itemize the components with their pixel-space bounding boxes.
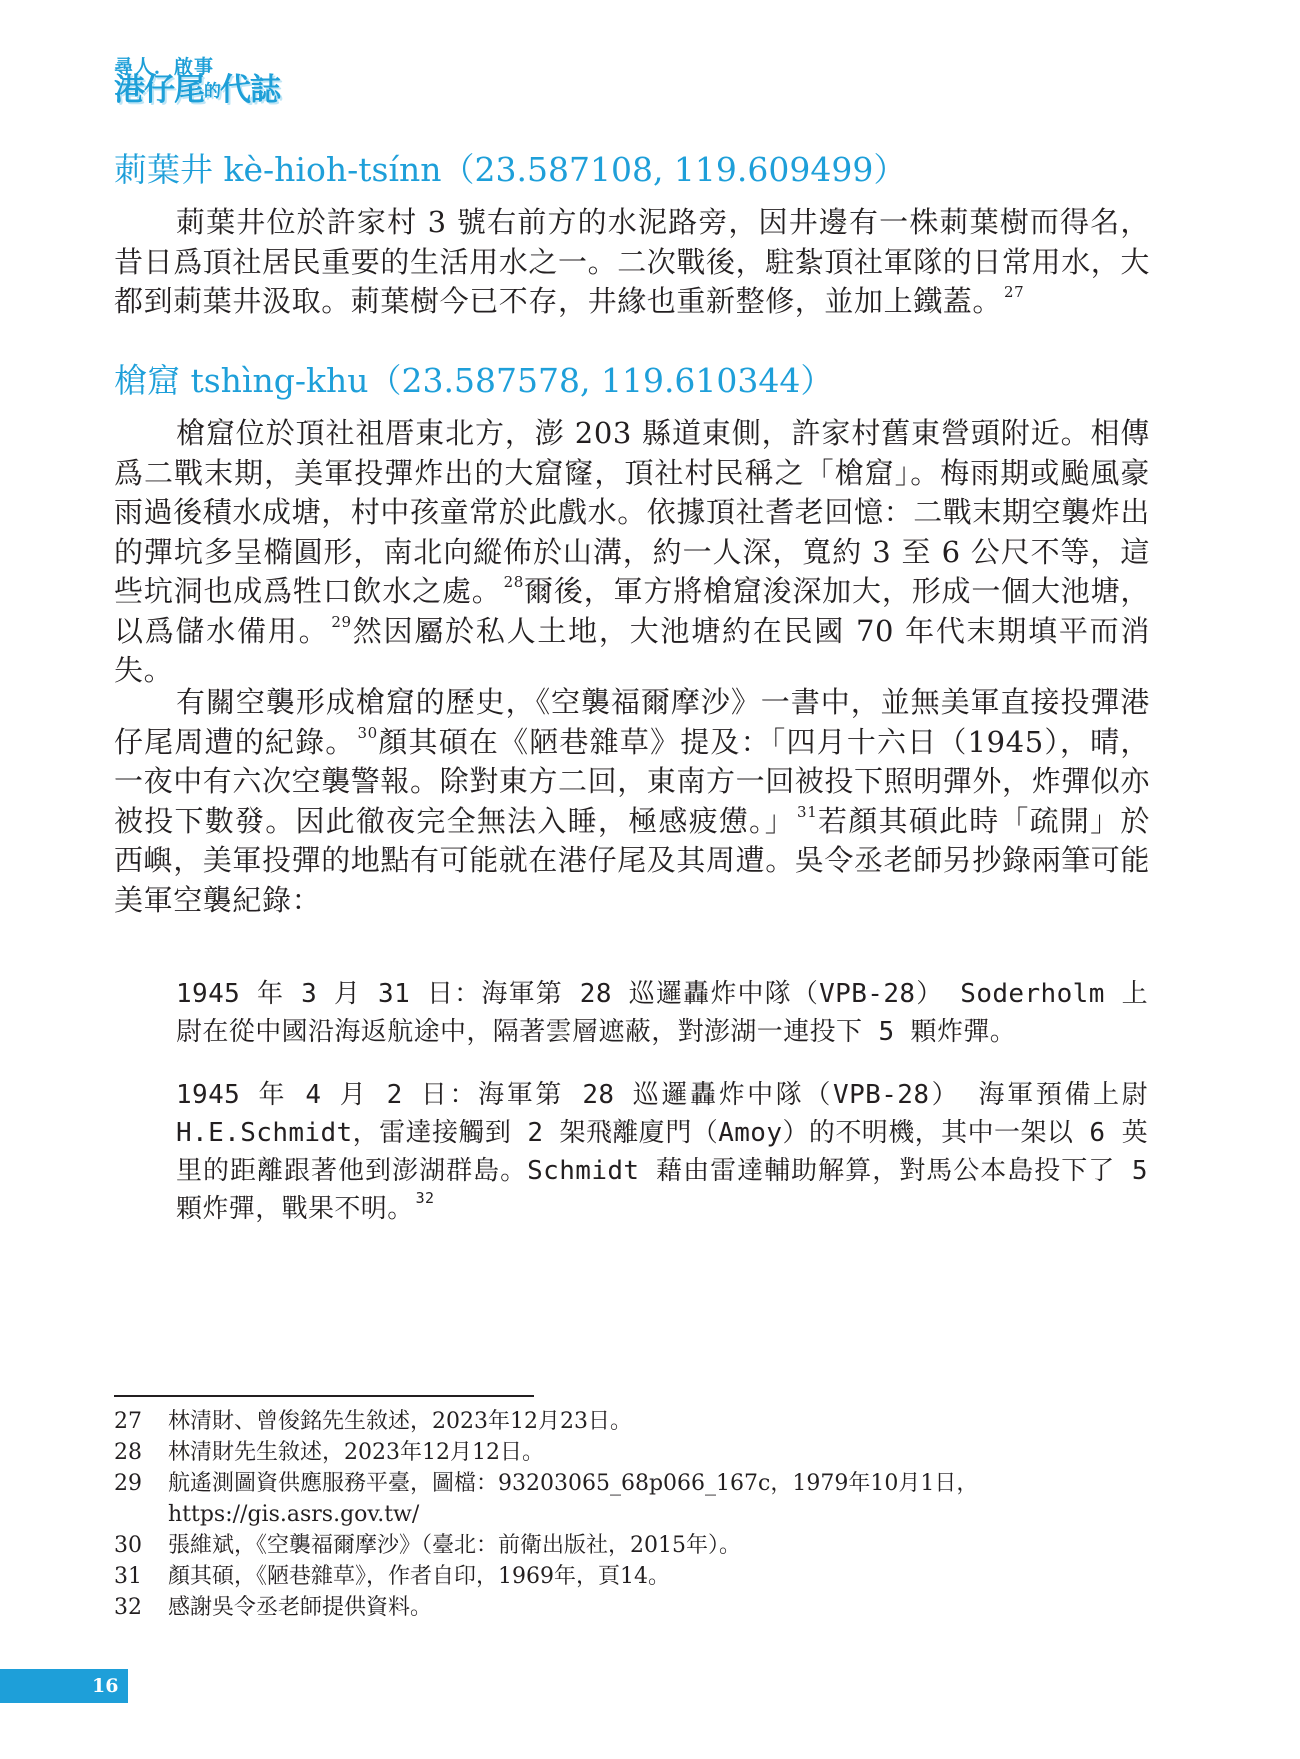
section-heading-kehiohtsinn: 莿葉井 kè-hioh-tsínn（23.587108, 119.609499） <box>114 150 907 189</box>
logo-subtitle: 尋人．啟事 <box>114 56 215 78</box>
logo-title-part1: 港仔尾 <box>114 72 204 108</box>
paragraph-text: 若顏其碩此時「疏開」於西嶼，美軍投彈的地點有可能就在港仔尾及其周遭。吳令丞老師另抄錄兩筆可能美軍空襲紀錄： <box>114 803 1151 917</box>
footnote-number: 28 <box>114 1440 142 1465</box>
book-logo <box>114 52 364 112</box>
block-quote <box>176 1076 1148 1228</box>
footnote-text: 顏其碩，《陋巷雜草》，作者自印，1969年，頁14。 <box>168 1564 670 1589</box>
paragraph-text: 顏其碩在《陋巷雜草》提及：「四月十六日（1945），晴，一夜中有六次空襲警報。除對東方二回，東南方一回被投下照明彈外，炸彈似亦被投下數發。因此徹夜完全無法入睡，極感疲憊。」 <box>114 724 1151 838</box>
footnote-item <box>114 1468 1154 1530</box>
footnote-number: 27 <box>114 1409 142 1434</box>
paragraph-text: 有關空襲形成槍窟的歷史，《空襲福爾摩沙》一書中，並無美軍直接投彈港仔尾周遭的紀錄。 <box>114 685 1150 759</box>
footnote-item <box>114 1406 1154 1437</box>
footnote-number: 32 <box>114 1595 142 1620</box>
body-paragraph <box>114 414 1150 691</box>
footnote-text: 感謝吳令丞老師提供資料。 <box>168 1595 433 1620</box>
footnote-number: 30 <box>114 1533 142 1558</box>
body-paragraph <box>114 203 1150 322</box>
footnote-ref[interactable]: 29 <box>331 612 352 631</box>
paragraph-text: 爾後，軍方將槍窟浚深加大，形成一個大池塘，以爲儲水備用。 <box>114 574 1150 648</box>
footnote-number: 31 <box>114 1564 142 1589</box>
footnote-ref[interactable]: 28 <box>503 573 524 591</box>
logo-title-de: 的 <box>204 81 220 102</box>
footnote-number: 29 <box>114 1471 142 1496</box>
footnote-item <box>114 1561 1154 1592</box>
footnote-ref[interactable]: 31 <box>797 802 818 821</box>
page-number-tab <box>0 1669 128 1703</box>
footnote-item <box>114 1530 1154 1561</box>
footnote-ref[interactable]: 30 <box>357 723 378 742</box>
body-paragraph <box>114 683 1150 920</box>
quote-text: 1945 年 3 月 31 日：海軍第 28 巡邏轟炸中隊（VPB-28） Soderholm 上尉在從中國沿海返航途中，隔著雲層遮蔽，對澎湖一連投下 5 顆炸彈。 <box>176 979 1148 1047</box>
logo-title-part2: 代誌 <box>220 72 280 108</box>
block-quote <box>176 975 1148 1051</box>
footnote-ref[interactable]: 27 <box>1004 283 1025 301</box>
footnote-divider <box>114 1395 534 1397</box>
footnote-text: 林清財先生敘述，2023年12月12日。 <box>168 1440 544 1465</box>
footnote-item <box>114 1592 1154 1623</box>
quote-text: 1945 年 4 月 2 日：海軍第 28 巡邏轟炸中隊（VPB-28） 海軍預備上尉 H.E.Schmidt，雷達接觸到 2 架飛離廈門（Amoy）的不明機，其中一架以 6 英里的距離跟著他到澎湖群島。Schmidt 藉由雷達輔助解算，對馬公本島投下了 5 顆炸彈，戰果不明。 <box>176 1080 1148 1224</box>
section-heading-tshingkhu: 槍窟 tshìng-khu（23.587578, 119.610344） <box>114 361 834 400</box>
footnote-item <box>114 1437 1154 1468</box>
logo-title <box>114 72 280 110</box>
paragraph-text: 然因屬於私人土地，大池塘約在民國 70 年代末期填平而消失。 <box>114 613 1151 687</box>
footnote-text: 林清財、曾俊銘先生敘述，2023年12月23日。 <box>168 1409 632 1434</box>
footnotes <box>114 1406 1154 1623</box>
footnote-text[interactable]: 航遙測圖資供應服務平臺，圖檔：93203065_68p066_167c，1979年10月1日，https://gis.asrs.gov.tw/ <box>168 1471 979 1527</box>
paragraph-text: 槍窟位於頂社祖厝東北方，澎 203 縣道東側，許家村舊東營頭附近。相傳爲二戰末期，美軍投彈炸出的大窟窿，頂社村民稱之「槍窟」。梅雨期或颱風豪雨過後積水成塘，村中孩童常於此戲水。依據頂社耆老回憶：二戰末期空襲炸出的彈坑多呈橢圓形，南北向縱佈於山溝，約一人深，寬約 3 至 6 公尺不等，這些坑洞也成爲牲口飲水之處。 <box>114 416 1151 608</box>
footnote-text: 張維斌，《空襲福爾摩沙》（臺北：前衛出版社，2015年）。 <box>168 1533 741 1558</box>
page-number: 16 <box>92 1675 119 1697</box>
footnote-ref[interactable]: 32 <box>415 1189 435 1207</box>
paragraph-text: 莿葉井位於許家村 3 號右前方的水泥路旁，因井邊有一株莿葉樹而得名，昔日爲頂社居民重要的生活用水之一。二次戰後，駐紮頂社軍隊的日常用水，大都到莿葉井汲取。莿葉樹今已不存，井緣也重新整修，並加上鐵蓋。 <box>114 205 1151 318</box>
